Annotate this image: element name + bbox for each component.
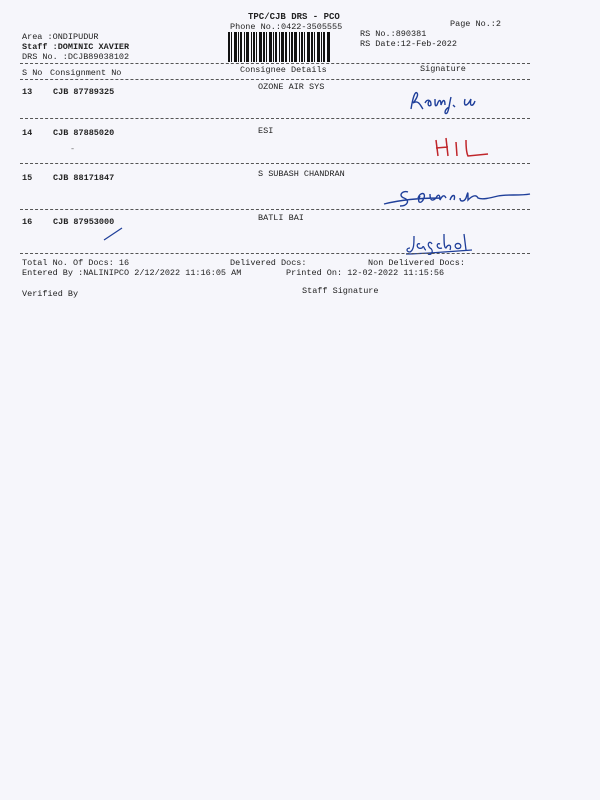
tick-mark [100, 224, 130, 244]
signature-row-15 [380, 182, 540, 212]
entered-by: Entered By :NALINIPCO 2/12/2022 11:16:05 AM [22, 268, 242, 278]
row-consignment: CJB 87953000 [53, 217, 115, 227]
phone-number: Phone No.:0422-3505555 [230, 22, 343, 32]
row-consignee: ESI [258, 126, 274, 136]
delivered-docs: Delivered Docs: [230, 258, 307, 268]
row-divider [20, 209, 530, 210]
drs-number: DRS No. :DCJB89038102 [22, 52, 130, 62]
col-consignment: Consignment No [50, 68, 122, 78]
signature-row-14 [430, 134, 500, 160]
col-signature: Signature [420, 64, 466, 74]
header-divider-bottom [20, 79, 530, 80]
area-label: Area :ONDIPUDUR [22, 32, 99, 42]
verified-by: Verified By [22, 289, 79, 299]
row-consignment: CJB 88171847 [53, 173, 115, 183]
barcode [228, 32, 348, 62]
total-docs: Total No. Of Docs: 16 [22, 258, 130, 268]
row-consignment: CJB 87885020 [53, 128, 115, 138]
row-sno: 16 [22, 217, 33, 227]
col-consignee: Consignee Details [240, 65, 327, 75]
rs-date: RS Date:12-Feb-2022 [360, 39, 457, 49]
doc-title: TPC/CJB DRS - PCO [248, 12, 340, 22]
staff-signature: Staff Signature [302, 286, 379, 296]
row-divider [20, 118, 530, 119]
row-consignee: BATLI BAI [258, 213, 304, 223]
printed-on: Printed On: 12-02-2022 11:15:56 [286, 268, 445, 278]
col-sno: S No [22, 68, 43, 78]
row-consignment: CJB 87789325 [53, 87, 115, 97]
row-sno: 13 [22, 87, 33, 97]
row-divider [20, 253, 530, 254]
row-divider [20, 163, 530, 164]
row-sno: 15 [22, 173, 33, 183]
signature-row-13 [405, 85, 505, 115]
rs-number: RS No.:890381 [360, 29, 427, 39]
row-consignee: S SUBASH CHANDRAN [258, 169, 345, 179]
page-number: Page No.:2 [450, 19, 502, 29]
staff-label: Staff :DOMINIC XAVIER [22, 42, 130, 52]
row-sno: 14 [22, 128, 33, 138]
row-consignee: OZONE AIR SYS [258, 82, 325, 92]
non-delivered-docs: Non Delivered Docs: [368, 258, 465, 268]
